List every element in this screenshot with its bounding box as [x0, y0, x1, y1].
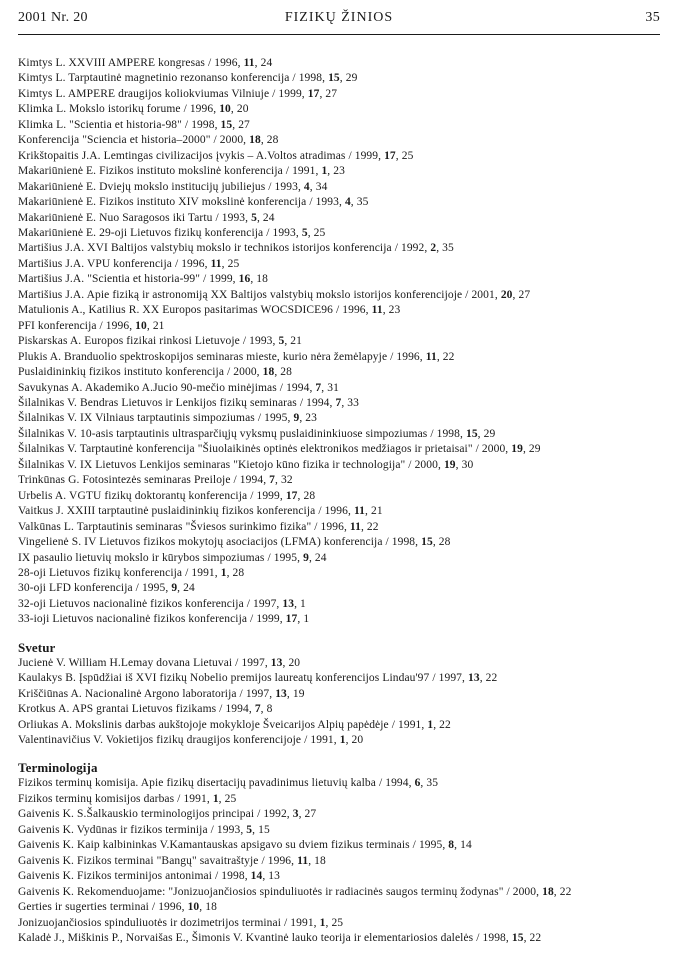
page-reference: , 27: [319, 87, 338, 100]
entry-text: PFI konferencija / 1996,: [18, 319, 136, 332]
issue-number: 18: [262, 366, 275, 379]
index-entry: [18, 718, 662, 733]
entry-text: Šilalnikas V. Tarptautinė konferencija "Šiuolaikinės optinės elektronikos medžiagos ir prietaisai" / 2000,: [18, 443, 512, 456]
issue-number: 19: [511, 443, 523, 456]
index-entry: [18, 427, 662, 442]
issue-number: 13: [282, 597, 295, 610]
issue-number: 11: [371, 304, 383, 317]
entry-text: Jonizuojančiosios spinduliuotės ir dozimetrijos terminai / 1991,: [18, 916, 320, 929]
issue-number: 6: [414, 777, 421, 790]
index-entry: [18, 535, 662, 550]
page-reference: , 33: [341, 396, 359, 409]
page-reference: , 28: [226, 566, 245, 579]
entry-text: Gerties ir sugerties terminai / 1996,: [18, 901, 188, 914]
index-entry: [18, 612, 662, 627]
entry-text: Šilalnikas V. IX Vilniaus tarptautinis simpoziumas / 1995,: [18, 412, 294, 425]
index-entry: [18, 504, 662, 519]
entry-text: Orliukas A. Mokslinis darbas aukštojoje mokykloje Šveicarijos Alpių papėdėje / 1991,: [18, 718, 428, 731]
page-reference: , 24: [177, 582, 195, 595]
index-entry: [18, 885, 662, 900]
index-entry: [18, 411, 662, 426]
issue-number: 8: [448, 839, 455, 852]
entry-text: Krikštopaitis J.A. Lemtingas civilizacijos įvykis – A.Voltos atradimas / 1999,: [18, 149, 385, 162]
page-reference: , 23: [382, 304, 401, 317]
entry-text: 28-oji Lietuvos fizikų konferencija / 1991,: [18, 566, 221, 579]
page-reference: , 1: [294, 597, 306, 610]
entry-text: Gaivenis K. Rekomenduojame: "Jonizuojančiosios spinduliuotės ir radiacinės saugos terminų žodynas" / 2000,: [18, 885, 543, 898]
issue-number: 11: [353, 505, 366, 518]
index-entry: [18, 489, 662, 504]
issue-number: 16: [238, 273, 251, 286]
issue-number: 7: [269, 474, 276, 487]
index-entry: [18, 350, 662, 365]
page-reference: , 20: [345, 734, 364, 747]
page-reference: , 8: [260, 703, 273, 716]
page-reference: , 1: [297, 613, 310, 626]
index-entry: [18, 656, 662, 671]
index-entry: [18, 900, 662, 915]
entry-text: Gaivenis K. Vydūnas ir fizikos terminija / 1993,: [18, 823, 247, 836]
entry-text: Klimka L. "Scientia et historia-98" / 1998,: [18, 118, 221, 131]
index-entry: [18, 211, 662, 226]
entry-text: Šilalnikas V. 10-asis tarptautinis ultrasparčiųjų vyksmų puslaidininkiuose simpoziumas / 1998,: [18, 427, 466, 440]
issue-number: 7: [254, 703, 261, 716]
entry-text: 32-oji Lietuvos nacionalinė fizikos konferencija / 1997,: [18, 597, 283, 610]
page-reference: , 28: [260, 134, 279, 147]
index-entry: [18, 56, 662, 71]
index-entry: [18, 687, 662, 702]
index-entry: [18, 792, 662, 807]
issue-number: 10: [135, 319, 147, 332]
entry-text: Martišius J.A. XVI Baltijos valstybių mokslo ir technikos istorijos konferencija / 1992,: [18, 242, 431, 255]
index-entry: [18, 303, 662, 318]
page-reference: , 20: [282, 656, 301, 669]
entry-text: Kaulakys B. Įspūdžiai iš XVI fizikų Nobelio premijos laureatų konferencijos Lindau'97 / 1997,: [18, 672, 468, 685]
issue-number: 14: [250, 870, 263, 883]
issue-number: 10: [219, 103, 231, 116]
issue-number: 18: [249, 134, 261, 147]
index-entry: [18, 133, 662, 148]
index-entry: [18, 807, 662, 822]
issue-number: 2: [430, 242, 437, 255]
index-entry: [18, 702, 662, 717]
issue-number: 1: [212, 792, 219, 805]
page-reference: , 21: [284, 335, 303, 348]
entry-text: Kimtys L. Tarptautinė magnetinio rezonanso konferencija / 1998,: [18, 72, 329, 85]
entry-text: IX pasaulio lietuvių mokslo ir kūrybos simpoziumas / 1995,: [18, 551, 304, 564]
issue-number: 11: [425, 350, 437, 363]
index-entry: [18, 118, 662, 133]
page-reference: , 22: [433, 718, 451, 731]
page-reference: , 18: [199, 901, 217, 914]
issue-number: 17: [285, 489, 298, 502]
section-title: Svetur: [18, 639, 56, 655]
page-reference: , 22: [479, 672, 498, 685]
page-reference: , 18: [250, 273, 268, 286]
page-reference: , 25: [218, 792, 237, 805]
page-reference: , 27: [512, 288, 531, 301]
page-reference: , 18: [308, 854, 326, 867]
issue-number: 10: [187, 901, 200, 914]
index-entry: [18, 87, 662, 102]
page-reference: , 13: [262, 870, 281, 883]
issue-number: 7: [315, 381, 322, 394]
issue-number: 15: [511, 932, 524, 945]
page-reference: , 25: [221, 257, 240, 270]
entry-text: Šilalnikas V. IX Lietuvos Lenkijos seminaras "Kietojo kūno fizika ir technologija" / 2000,: [18, 458, 444, 471]
issue-number: 5: [251, 211, 257, 224]
page-reference: , 20: [230, 103, 249, 116]
entry-text: Makariūnienė E. 29-oji Lietuvos fizikų konferencija / 1993,: [18, 226, 302, 239]
index-entry: [18, 102, 662, 117]
index-entry: [18, 776, 662, 791]
index-entry: [18, 458, 662, 473]
page-reference: , 29: [477, 427, 496, 440]
index-entry: [18, 241, 662, 256]
bibliography-index: [18, 56, 662, 946]
entry-text: Plukis A. Branduolio spektroskopijos seminaras mieste, kurio nėra žemėlapyje / 1996,: [18, 350, 426, 363]
issue-number: 15: [220, 118, 233, 131]
page-reference: , 19: [286, 687, 305, 700]
issue-number: 3: [292, 808, 299, 821]
issue-number: 20: [500, 288, 513, 301]
entry-text: Piskarskas A. Europos fizikai rinkosi Lietuvoje / 1993,: [18, 335, 279, 348]
issue-number: 1: [319, 916, 326, 929]
entry-text: Fizikos terminų komisijos darbas / 1991,: [18, 792, 213, 805]
index-entry: [18, 551, 662, 566]
index-section: [18, 56, 662, 628]
index-entry: [18, 257, 662, 272]
index-entry: [18, 597, 662, 612]
entry-text: Gaivenis K. Fizikos terminijos antonimai / 1998,: [18, 870, 251, 883]
index-entry: [18, 442, 662, 457]
entry-text: Gaivenis K. Kaip kalbininkas V.Kamantauskas apsigavo su dviem fizikus terminais / 1995,: [18, 839, 449, 852]
entry-text: Šilalnikas V. Bendras Lietuvos ir Lenkijos fizikų seminaras / 1994,: [18, 396, 336, 409]
issue-number: 4: [344, 196, 351, 209]
page-reference: , 21: [146, 319, 165, 332]
entry-text: Martišius J.A. VPU konferencija / 1996,: [18, 257, 211, 270]
entry-text: Trinkūnas G. Fotosintezės seminaras Preiloje / 1994,: [18, 474, 270, 487]
index-entry: [18, 733, 662, 748]
page-reference: , 22: [360, 520, 379, 533]
page-reference: , 25: [307, 226, 326, 239]
page-reference: , 22: [436, 350, 455, 363]
page-reference: , 24: [256, 211, 275, 224]
entry-text: Gaivenis K. Fizikos terminai "Bangų" savaitraštyje / 1996,: [18, 854, 298, 867]
index-entry: [18, 916, 662, 931]
entry-text: Jucienė V. William H.Lemay dovana Lietuvai / 1997,: [18, 656, 271, 669]
index-entry: [18, 473, 662, 488]
index-section: [18, 760, 662, 946]
index-entry: [18, 71, 662, 86]
index-entry: [18, 180, 662, 195]
entry-text: Konferencija "Sciencia et historia–2000" / 2000,: [18, 134, 250, 147]
index-entry: [18, 319, 662, 334]
page-reference: , 29: [522, 443, 541, 456]
issue-number: 18: [542, 885, 554, 898]
page-reference: , 21: [365, 505, 383, 518]
entry-text: Klimka L. Mokslo istorikų forume / 1996,: [18, 103, 220, 116]
issue-number: 19: [443, 458, 456, 471]
index-entry: [18, 272, 662, 287]
index-entry: [18, 288, 662, 303]
entry-text: Martišius J.A. "Scientia et historia-99" / 1999,: [18, 273, 239, 286]
issue-number: 17: [307, 87, 320, 100]
issue-number: 13: [467, 672, 480, 685]
entry-text: Fizikos terminų komisija. Apie fizikų disertacijų pavadinimus lietuvių kalba / 1994,: [18, 777, 415, 790]
page-reference: , 15: [252, 823, 270, 836]
issue-number: 13: [275, 687, 287, 700]
index-entry: [18, 838, 662, 853]
issue-number: 13: [270, 656, 283, 669]
index-entry: [18, 671, 662, 686]
index-entry: [18, 149, 662, 164]
page-number: 35: [645, 10, 660, 25]
entry-text: Kimtys L. XXVIII AMPERE kongresas / 1996,: [18, 57, 244, 69]
issue-number: 9: [293, 412, 300, 425]
issue-number: 9: [171, 582, 178, 595]
entry-text: Puslaidininkių fizikos instituto konferencija / 2000,: [18, 366, 263, 379]
entry-text: Urbelis A. VGTU fizikų doktorantų konferencija / 1999,: [18, 489, 286, 502]
page-reference: , 27: [232, 118, 250, 131]
entry-text: Savukynas A. Akademiko A.Jucio 90-mečio minėjimas / 1994,: [18, 381, 316, 394]
entry-text: Makariūnienė E. Dviejų mokslo institucijų jubiliejus / 1993,: [18, 180, 304, 193]
index-entry: [18, 334, 662, 349]
entry-text: Kaladė J., Miškinis P., Norvaišas E., Šimonis V. Kvantinė lauko teorija ir elementariosios dalelės / 1998,: [18, 932, 512, 945]
page-reference: , 35: [420, 777, 439, 790]
issue-number: 7: [335, 396, 342, 409]
entry-text: Makariūnienė E. Fizikos instituto XIV mokslinė konferencija / 1993,: [18, 196, 345, 209]
entry-text: Makariūnienė E. Nuo Saragosos iki Tartu / 1993,: [18, 211, 252, 224]
issue-number: 11: [349, 520, 361, 533]
issue-number: 1: [339, 734, 346, 747]
page-reference: , 30: [455, 458, 474, 471]
index-entry: [18, 226, 662, 241]
page-reference: , 24: [308, 551, 327, 564]
issue-number: 11: [243, 57, 255, 69]
index-entry: [18, 931, 662, 946]
page-reference: , 32: [275, 474, 293, 487]
journal-title: FIZIKŲ ŽINIOS: [284, 10, 394, 25]
entry-text: Vaitkus J. XXIII tarptautinė puslaidininkių fizikos konferencija / 1996,: [18, 505, 354, 518]
index-entry: [18, 823, 662, 838]
page-reference: , 34: [309, 180, 328, 193]
issue-number: 17: [285, 613, 298, 626]
entry-text: Vingelienė S. IV Lietuvos fizikos mokytojų asociacijos (LFMA) konferencija / 1998,: [18, 536, 422, 549]
issue-number: 15: [328, 72, 340, 85]
page-reference: , 22: [553, 885, 572, 898]
issue-number: 1: [220, 566, 227, 579]
issue-number: 11: [297, 854, 309, 867]
page-reference: , 22: [523, 932, 542, 945]
issue-number: 15: [421, 536, 433, 549]
issue-number: 5: [278, 335, 285, 348]
header-rule: [18, 34, 660, 35]
section-title: Terminologija: [18, 760, 98, 776]
entry-text: Valentinavičius V. Vokietijos fizikų draugijos konferencijoje / 1991,: [18, 734, 340, 747]
entry-text: Kriščiūnas A. Nacionalinė Argono laboratorija / 1997,: [18, 687, 276, 700]
entry-text: Matulionis A., Katilius R. XX Europos pasitarimas WOCSDICE96 / 1996,: [18, 304, 372, 317]
entry-text: Makariūnienė E. Fizikos instituto mokslinė konferencija / 1991,: [18, 165, 322, 178]
page-reference: , 28: [297, 489, 316, 502]
index-entry: [18, 164, 662, 179]
index-entry: [18, 869, 662, 884]
entry-text: Valkūnas L. Tarptautinis seminaras "Šviesos surinkimo fizika" / 1996,: [18, 520, 350, 533]
entry-text: Kimtys L. AMPERE draugijos koliokviumas Vilniuje / 1999,: [18, 87, 308, 100]
index-entry: [18, 581, 662, 596]
page-reference: , 24: [254, 57, 273, 69]
issue-number: 1: [427, 718, 434, 731]
page-reference: , 28: [432, 536, 451, 549]
index-entry: [18, 520, 662, 535]
issue-number: 5: [301, 226, 308, 239]
index-entry: [18, 396, 662, 411]
page-header: [18, 10, 660, 32]
entry-text: 30-oji LFD konferencija / 1995,: [18, 582, 172, 595]
page-reference: , 23: [327, 165, 345, 178]
index-entry: [18, 381, 662, 396]
issue-number: 5: [246, 823, 253, 836]
issue-number: 9: [303, 551, 309, 564]
entry-text: Krotkus A. APS grantai Lietuvos fizikams / 1994,: [18, 703, 255, 716]
issue-number: 11: [210, 257, 222, 270]
index-entry: [18, 195, 662, 210]
page-reference: , 23: [299, 412, 317, 425]
index-entry: [18, 854, 662, 869]
issue-number: 1: [321, 165, 328, 178]
index-entry: [18, 566, 662, 581]
page-reference: , 29: [339, 72, 358, 85]
issue-number: 4: [303, 180, 310, 193]
entry-text: Gaivenis K. S.Šalkauskio terminologijos principai / 1992,: [18, 808, 293, 821]
entry-text: Martišius J.A. Apie fiziką ir astronomiją XX Baltijos valstybių mokslo istorijos konferencijoje / 2001,: [18, 288, 501, 301]
page-reference: , 31: [321, 381, 339, 394]
page-reference: , 27: [298, 808, 317, 821]
index-entry: [18, 365, 662, 380]
issue-label: 2001 Nr. 20: [18, 10, 88, 25]
page-reference: , 28: [274, 366, 292, 379]
index-section: [18, 640, 662, 749]
page-reference: , 25: [395, 149, 414, 162]
entry-text: 33-ioji Lietuvos nacionalinė fizikos konferencija / 1999,: [18, 613, 286, 626]
page-reference: , 14: [454, 839, 472, 852]
page-reference: , 35: [350, 196, 369, 209]
page-reference: , 35: [436, 242, 454, 255]
issue-number: 15: [465, 427, 478, 440]
page-reference: , 25: [325, 916, 344, 929]
issue-number: 17: [384, 149, 396, 162]
